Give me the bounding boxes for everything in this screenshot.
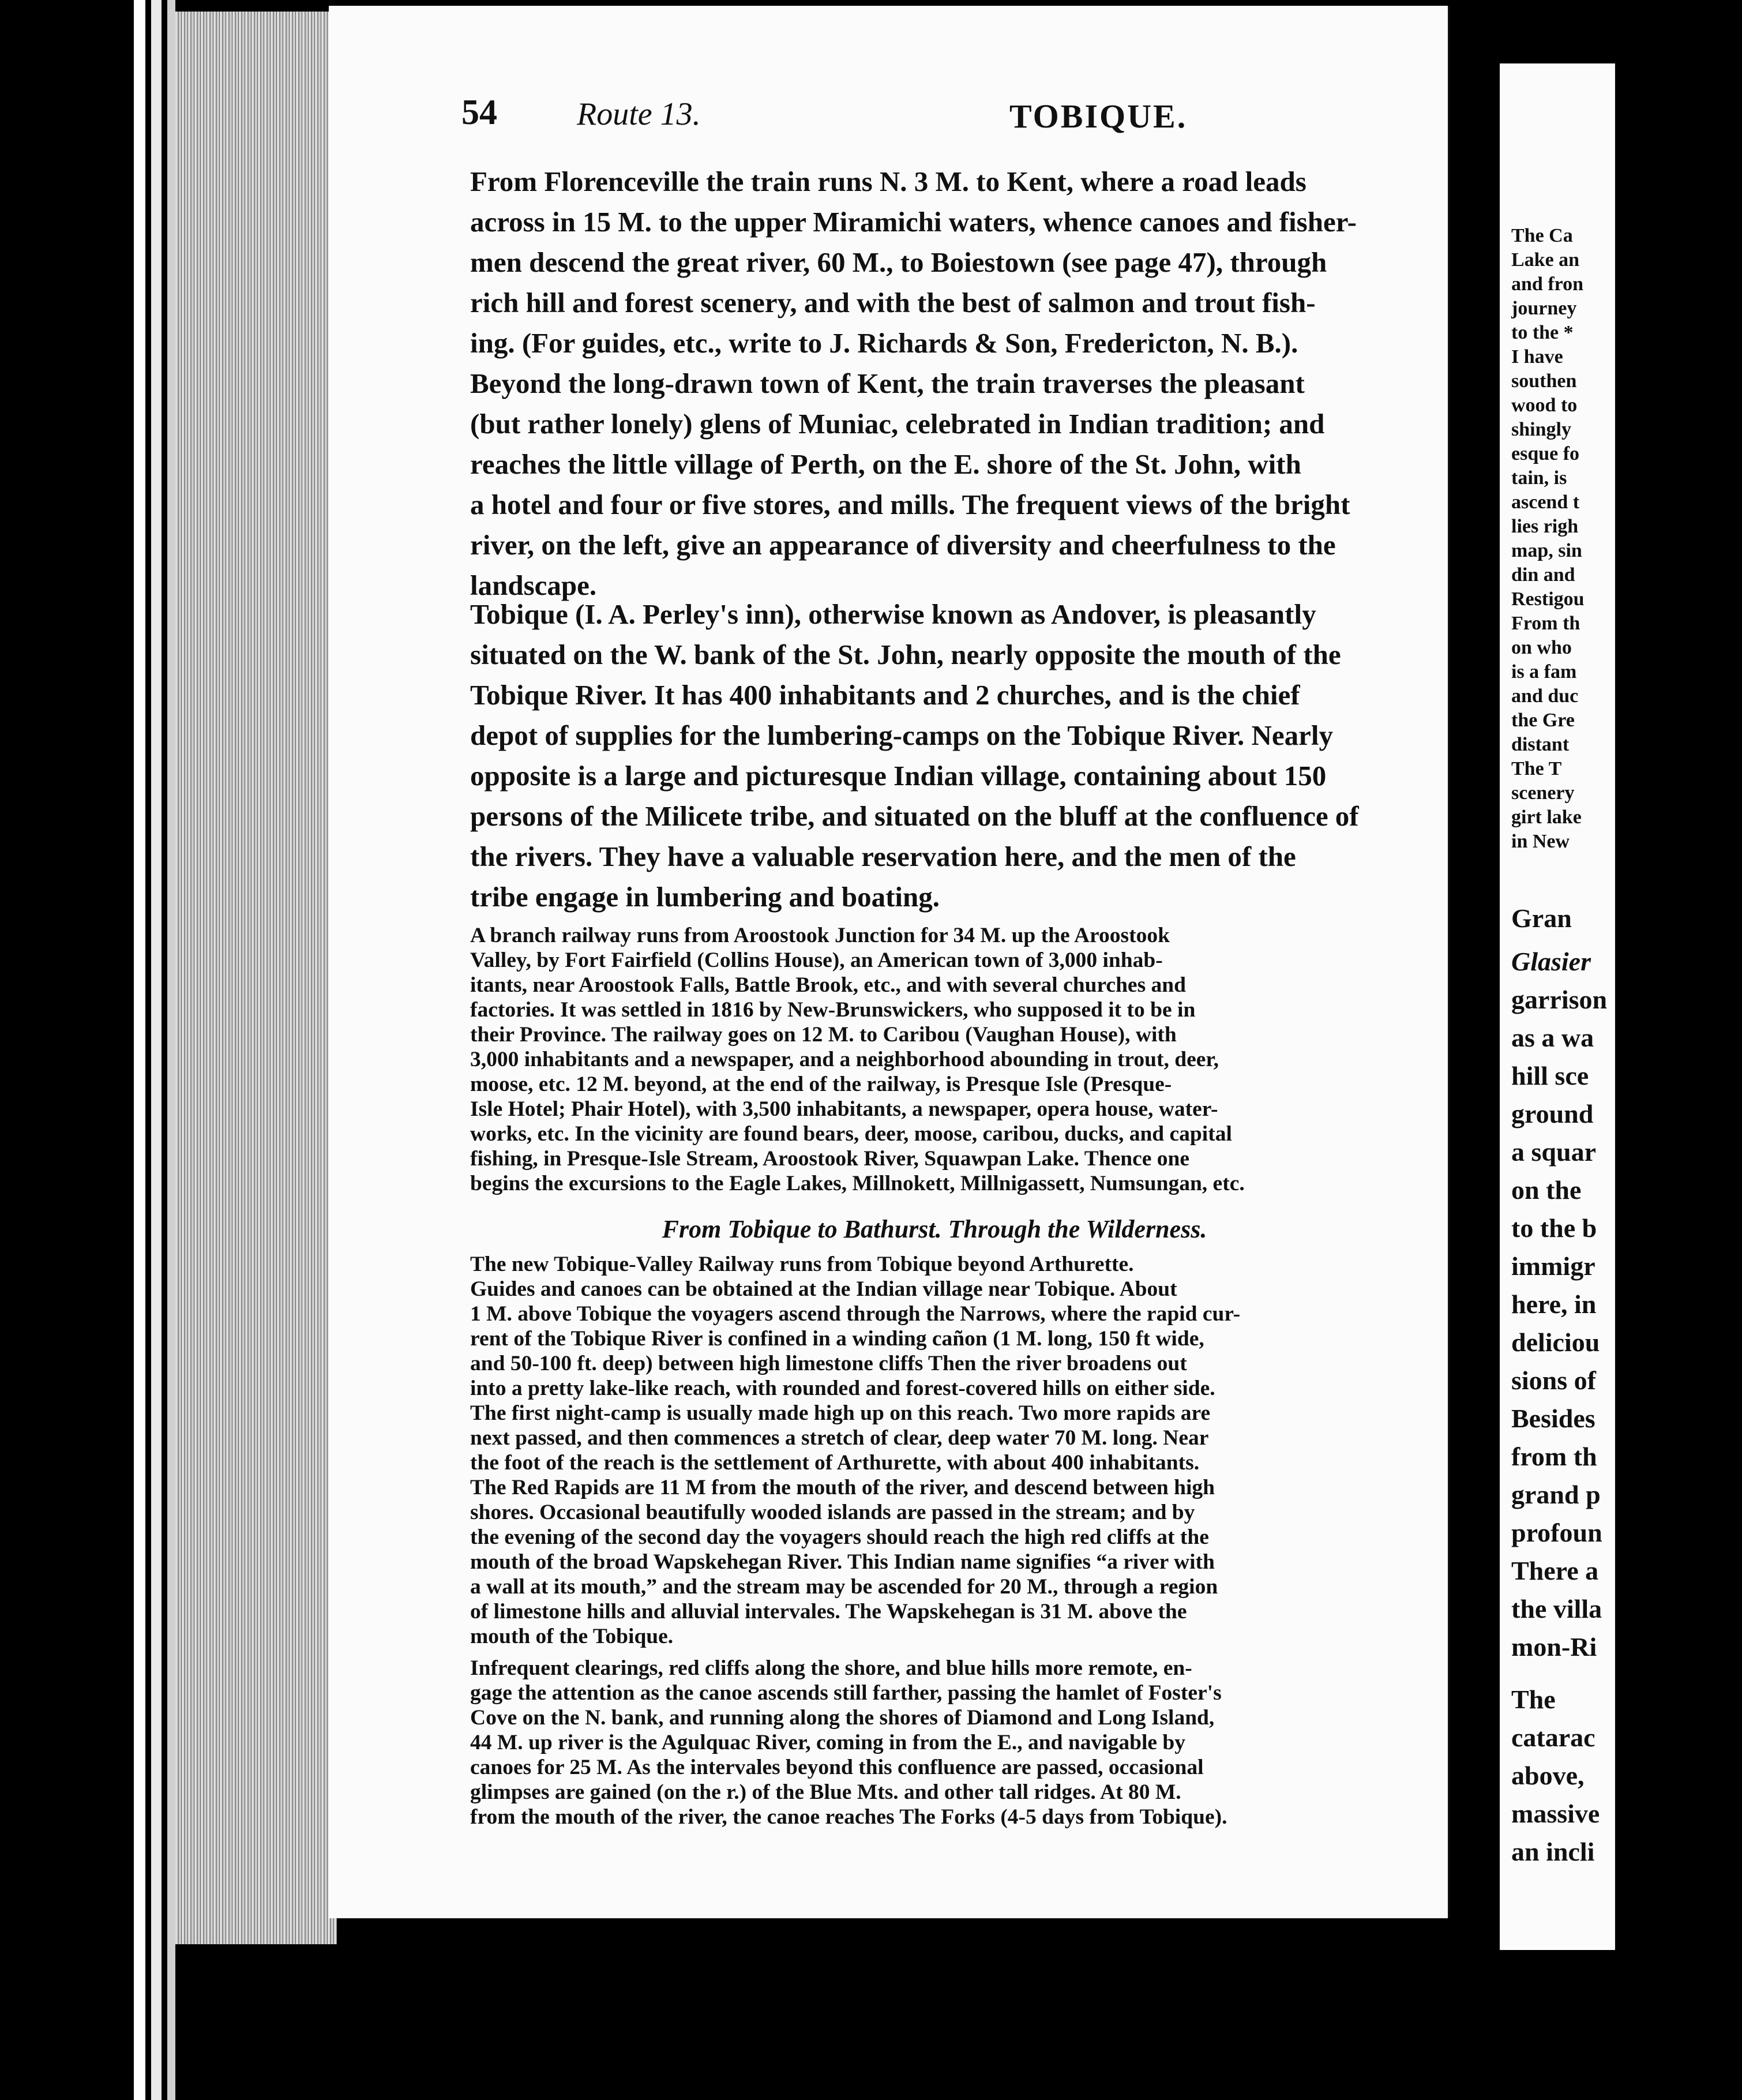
text-line: 3,000 inhabitants and a newspaper, and a neighborhood abounding in trout, deer,: [470, 1048, 1219, 1071]
facing-page-line: the Gre: [1511, 710, 1575, 731]
text-line: 1 M. above Tobique the voyagers ascend through the Narrows, where the rapid cur-: [470, 1302, 1241, 1326]
text-line: tribe engage in lumbering and boating.: [470, 881, 940, 913]
text-line: Cove on the N. bank, and running along the shores of Diamond and Long Island,: [470, 1706, 1215, 1730]
facing-page-line: deliciou: [1511, 1327, 1600, 1357]
facing-page-line: massive: [1511, 1799, 1600, 1828]
facing-page-line: mon-Ri: [1511, 1632, 1597, 1662]
text-line: itants, near Aroostook Falls, Battle Brook, etc., and with several churches and: [470, 973, 1186, 997]
text-line: (but rather lonely) glens of Muniac, celebrated in Indian tradition; and: [470, 408, 1325, 440]
facing-page-line: and duc: [1511, 685, 1579, 707]
facing-page-line: hill sce: [1511, 1061, 1589, 1090]
text-line: mouth of the Tobique.: [470, 1625, 674, 1648]
facing-page-line: and fron: [1511, 273, 1584, 295]
facing-page-line: to the b: [1511, 1213, 1597, 1243]
text-line: Tobique River. It has 400 inhabitants and 2 churches, and is the chief: [470, 679, 1300, 711]
facing-page-line: grand p: [1511, 1480, 1601, 1509]
text-line: fishing, in Presque-Isle Stream, Aroostook River, Squawpan Lake. Thence one: [470, 1147, 1190, 1171]
text-line: situated on the W. bank of the St. John, nearly opposite the mouth of the: [470, 639, 1341, 670]
route-label: Route 13.: [577, 96, 701, 132]
text-line: shores. Occasional beautifully wooded islands are passed in the stream; and by: [470, 1501, 1195, 1524]
facing-page-line: the villa: [1511, 1594, 1602, 1623]
paragraph-wilderness-route: [444, 1252, 1425, 1649]
text-line: and 50-100 ft. deep) between high limestone cliffs Then the river broadens out: [470, 1352, 1187, 1375]
section-heading: From Tobique to Bathurst. Through the Wilderness.: [662, 1215, 1207, 1243]
text-line: a wall at its mouth,” and the stream may be ascended for 20 M., through a region: [470, 1575, 1218, 1599]
facing-page-heading: Gran: [1511, 903, 1572, 933]
book-page-edges: [175, 12, 337, 1944]
facing-page-line: I have: [1511, 346, 1563, 367]
text-line: into a pretty lake-like reach, with rounded and forest-covered hills on either side.: [470, 1377, 1215, 1400]
facing-page-line: immigr: [1511, 1251, 1595, 1281]
facing-page-line: on who: [1511, 637, 1572, 658]
text-line: depot of supplies for the lumbering-camps on the Tobique River. Nearly: [470, 719, 1333, 751]
text-line: Guides and canoes can be obtained at the Indian village near Tobique. About: [470, 1277, 1177, 1301]
text-line: Tobique (I. A. Perley's inn), otherwise known as Andover, is pleasantly: [470, 598, 1316, 630]
text-line: glimpses are gained (on the r.) of the Blue Mts. and other tall ridges. At 80 M.: [470, 1780, 1181, 1804]
facing-page-line: is a fam: [1511, 661, 1577, 682]
facing-page-line: From th: [1511, 613, 1580, 634]
text-line: next passed, and then commences a stretch of clear, deep water 70 M. long. Near: [470, 1426, 1209, 1450]
facing-page-line: din and: [1511, 564, 1575, 586]
paragraph-florenceville: [444, 162, 1425, 363]
paragraph-aroostook-railway: [444, 923, 1425, 1196]
text-line: rich hill and forest scenery, and with the best of salmon and trout fish-: [470, 287, 1316, 318]
text-line: persons of the Milicete tribe, and situated on the bluff at the confluence of: [470, 800, 1359, 832]
facing-page-line: on the: [1511, 1175, 1582, 1205]
text-line: gage the attention as the canoe ascends still farther, passing the hamlet of Foster's: [470, 1681, 1222, 1705]
facing-page-line: as a wa: [1511, 1023, 1594, 1052]
text-line: The first night-camp is usually made high up on this reach. Two more rapids are: [470, 1401, 1211, 1425]
facing-page-line: The Ca: [1511, 225, 1573, 246]
paragraph-kent: [444, 363, 1425, 606]
text-line: rent of the Tobique River is confined in a winding cañon (1 M. long, 150 ft wide,: [470, 1327, 1204, 1351]
text-line: Valley, by Fort Fairfield (Collins House), an American town of 3,000 inhab-: [470, 948, 1163, 972]
page-edge-strip: [167, 0, 175, 2100]
text-line: The new Tobique-Valley Railway runs from Tobique beyond Arthurette.: [470, 1252, 1134, 1276]
text-line: Isle Hotel; Phair Hotel), with 3,500 inhabitants, a newspaper, opera house, water-: [470, 1097, 1218, 1121]
facing-page-line: lies righ: [1511, 516, 1579, 537]
facing-page-line: sions of: [1511, 1366, 1596, 1395]
facing-page-line: garrison: [1511, 985, 1608, 1014]
facing-page-line: catarac: [1511, 1723, 1595, 1752]
facing-page-line: Besides: [1511, 1404, 1595, 1433]
facing-page-line: map, sin: [1511, 540, 1582, 561]
running-head: [461, 92, 1431, 150]
text-line: across in 15 M. to the upper Miramichi waters, whence canoes and fisher-: [470, 206, 1357, 238]
text-line: reaches the little village of Perth, on the E. shore of the St. John, with: [470, 448, 1301, 480]
text-line: of limestone hills and alluvial intervales. The Wapskehegan is 31 M. above the: [470, 1600, 1187, 1623]
facing-page-line: tain, is: [1511, 467, 1567, 489]
page-edge-strip: [134, 0, 145, 2100]
text-line: moose, etc. 12 M. beyond, at the end of the railway, is Presque Isle (Presque-: [470, 1072, 1172, 1096]
facing-page-fragment: [1500, 63, 1615, 1950]
text-line: Beyond the long-drawn town of Kent, the train traverses the pleasant: [470, 367, 1305, 399]
book-page: [329, 6, 1450, 1918]
facing-page-line: There a: [1511, 1556, 1599, 1585]
facing-page-line: journey: [1511, 298, 1577, 319]
text-line: begins the excursions to the Eagle Lakes, Millnokett, Millnigassett, Numsungan, etc.: [470, 1172, 1245, 1195]
facing-page-line: an incli: [1511, 1837, 1595, 1866]
facing-page-line: southen: [1511, 370, 1577, 392]
text-line: A branch railway runs from Aroostook Junction for 34 M. up the Aroostook: [470, 924, 1170, 947]
text-line: canoes for 25 M. As the intervales beyond this confluence are passed, occasional: [470, 1756, 1204, 1779]
text-line: ing. (For guides, etc., write to J. Richards & Son, Fredericton, N. B.).: [470, 327, 1298, 359]
text-line: the rivers. They have a valuable reservation here, and the men of the: [470, 841, 1296, 872]
text-line: the evening of the second day the voyagers should reach the high red cliffs at the: [470, 1525, 1209, 1549]
facing-page-line: profoun: [1511, 1518, 1602, 1547]
facing-page-line: shingly: [1511, 419, 1571, 440]
text-line: opposite is a large and picturesque Indian village, containing about 150: [470, 760, 1327, 792]
gutter-shadow: [1465, 58, 1482, 1962]
text-line: from the mouth of the river, the canoe reaches The Forks (4-5 days from Tobique).: [470, 1805, 1227, 1829]
facing-page-line: The: [1511, 1685, 1556, 1714]
facing-page-line: girt lake: [1511, 807, 1582, 828]
facing-page-line: scenery: [1511, 782, 1575, 804]
page-number: 54: [461, 93, 497, 132]
facing-page-line: wood to: [1511, 395, 1578, 416]
text-line: From Florenceville the train runs N. 3 M. to Kent, where a road leads: [470, 166, 1306, 197]
facing-page-line: esque fo: [1511, 443, 1580, 464]
text-line: works, etc. In the vicinity are found bears, deer, moose, caribou, ducks, and capital: [470, 1122, 1232, 1146]
facing-page-line: distant: [1511, 734, 1570, 755]
facing-page-line: from th: [1511, 1442, 1597, 1471]
text-line: The Red Rapids are 11 M from the mouth of the river, and descend between high: [470, 1476, 1215, 1499]
facing-page-line: ground: [1511, 1099, 1594, 1128]
paragraph-tobique: [444, 594, 1425, 917]
facing-page-line: Lake an: [1511, 249, 1580, 271]
page-edge-strip: [151, 0, 162, 2100]
page-title: TOBIQUE.: [1009, 97, 1188, 135]
facing-page-line: in New: [1511, 831, 1570, 852]
text-line: river, on the left, give an appearance of diversity and cheerfulness to the: [470, 529, 1336, 561]
text-line: Infrequent clearings, red cliffs along the shore, and blue hills more remote, en-: [470, 1656, 1192, 1680]
text-line: the foot of the reach is the settlement of Arthurette, with about 400 inhabitants.: [470, 1451, 1200, 1475]
text-line: men descend the great river, 60 M., to Boiestown (see page 47), through: [470, 246, 1327, 278]
facing-page-line: here, in: [1511, 1289, 1597, 1319]
text-line: their Province. The railway goes on 12 M. to Caribou (Vaughan House), with: [470, 1023, 1177, 1047]
facing-page-line: above,: [1511, 1761, 1585, 1790]
paragraph-forks: [444, 1656, 1425, 1829]
text-line: a hotel and four or five stores, and mills. The frequent views of the bright: [470, 489, 1350, 520]
facing-page-line: Glasier: [1511, 947, 1591, 976]
facing-page-line: ascend t: [1511, 492, 1580, 513]
text-line: mouth of the broad Wapskehegan River. This Indian name signifies “a river with: [470, 1550, 1215, 1574]
facing-page-line: Restigou: [1511, 588, 1585, 610]
text-line: factories. It was settled in 1816 by New-Brunswickers, who supposed it to be in: [470, 998, 1196, 1022]
text-line: landscape.: [470, 569, 597, 601]
facing-page-line: The T: [1511, 758, 1562, 779]
facing-page-line: to the *: [1511, 322, 1574, 343]
facing-page-line: a squar: [1511, 1137, 1596, 1167]
text-line: 44 M. up river is the Agulquac River, coming in from the E., and navigable by: [470, 1731, 1186, 1754]
